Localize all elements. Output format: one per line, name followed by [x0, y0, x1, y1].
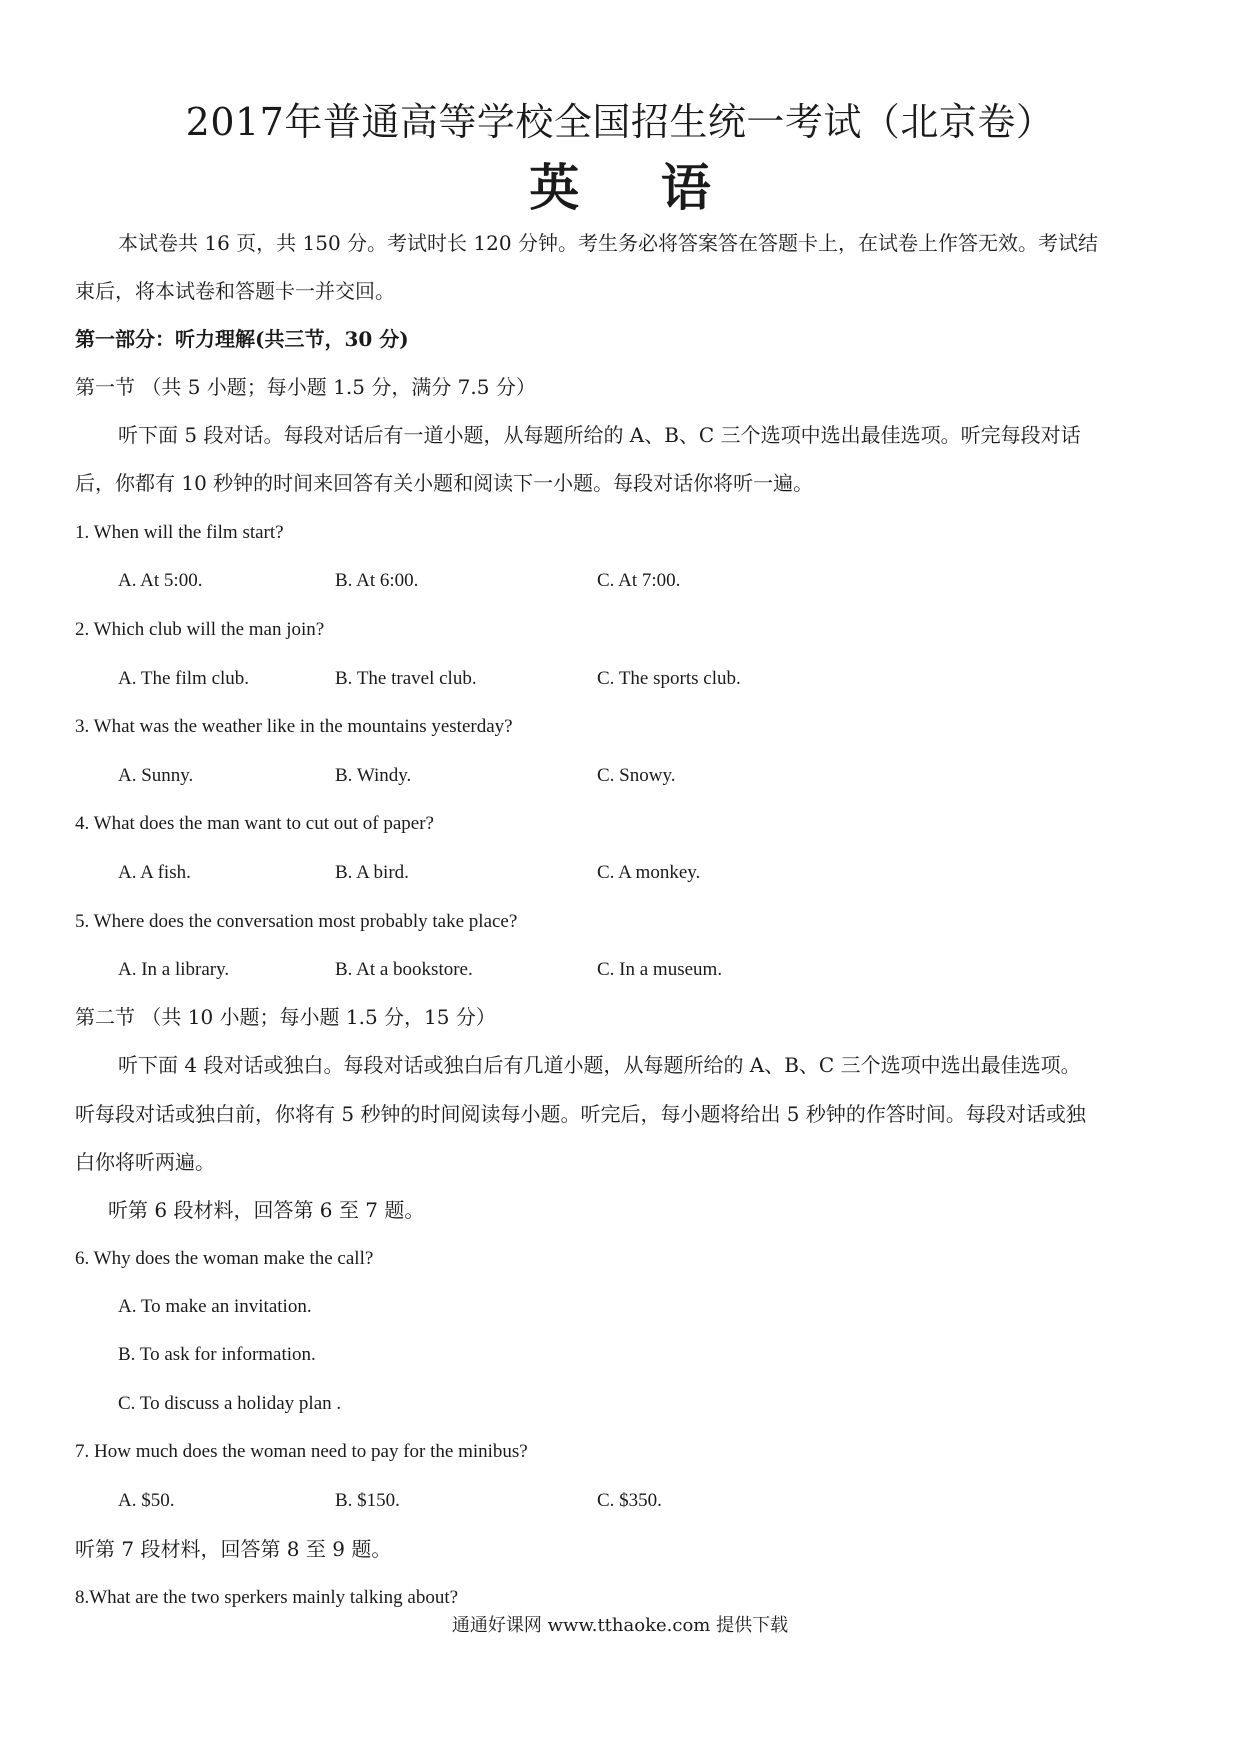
- question-6-option-c: C. To discuss a holiday plan .: [118, 1393, 342, 1414]
- question-3-option-a: A. Sunny.: [118, 765, 194, 786]
- question-4-option-c: C. A monkey.: [597, 862, 701, 883]
- exam-title: 2017年普通高等学校全国招生统一考试（北京卷）: [185, 100, 1055, 144]
- section1-heading: 第一节 （共 5 小题；每小题 1.5 分，满分 7.5 分）: [75, 375, 536, 399]
- question-4: 4. What does the man want to cut out of paper?: [75, 813, 434, 834]
- question-6: 6. Why does the woman make the call?: [75, 1248, 374, 1269]
- question-3: 3. What was the weather like in the mountains yesterday?: [75, 716, 513, 737]
- question-1-option-a: A. At 5:00.: [118, 570, 203, 591]
- section1-directions-line-1: 听下面 5 段对话。每段对话后有一道小题，从每题所给的 A、B、C 三个选项中选出最佳选项。听完每段对话: [118, 423, 1081, 447]
- question-5-option-a: A. In a library.: [118, 959, 230, 980]
- question-1: 1. When will the film start?: [75, 522, 284, 543]
- question-5-option-b: B. At a bookstore.: [335, 959, 473, 980]
- question-2-option-b: B. The travel club.: [335, 668, 477, 689]
- section2-heading: 第二节 （共 10 小题；每小题 1.5 分，15 分）: [75, 1005, 496, 1029]
- material-7-note: 听第 7 段材料，回答第 8 至 9 题。: [75, 1537, 392, 1561]
- material-6-note: 听第 6 段材料，回答第 6 至 7 题。: [108, 1198, 425, 1222]
- page-footer: 通通好课网 www.tthaoke.com 提供下载: [451, 1615, 789, 1636]
- question-1-option-c: C. At 7:00.: [597, 570, 681, 591]
- question-4-option-a: A. A fish.: [118, 862, 191, 883]
- question-5: 5. Where does the conversation most probably take place?: [75, 911, 518, 932]
- section2-directions-line-1: 听下面 4 段对话或独白。每段对话或独白后有几道小题，从每题所给的 A、B、C 三个选项中选出最佳选项。: [118, 1053, 1081, 1077]
- question-7-option-a: A. $50.: [118, 1490, 175, 1511]
- question-8: 8.What are the two sperkers mainly talking about?: [75, 1587, 459, 1608]
- section2-directions-line-3: 白你将听两遍。: [75, 1150, 215, 1174]
- question-7-option-b: B. $150.: [335, 1490, 400, 1511]
- question-1-option-b: B. At 6:00.: [335, 570, 419, 591]
- question-4-option-b: B. A bird.: [335, 862, 409, 883]
- part1-heading: 第一部分：听力理解(共三节，30 分): [75, 327, 409, 351]
- question-3-option-b: B. Windy.: [335, 765, 412, 786]
- question-6-option-a: A. To make an invitation.: [118, 1296, 312, 1317]
- question-6-option-b: B. To ask for information.: [118, 1344, 316, 1365]
- question-7-option-c: C. $350.: [597, 1490, 662, 1511]
- question-7: 7. How much does the woman need to pay for the minibus?: [75, 1441, 528, 1462]
- question-5-option-c: C. In a museum.: [597, 959, 723, 980]
- instructions-line-1: 本试卷共 16 页，共 150 分。考试时长 120 分钟。考生务必将答案答在答题卡上，在试卷上作答无效。考试结: [118, 231, 1098, 255]
- question-2-option-c: C. The sports club.: [597, 668, 741, 689]
- section2-directions-line-2: 听每段对话或独白前，你将有 5 秒钟的时间阅读每小题。听完后，每小题将给出 5 秒钟的作答时间。每段对话或独: [75, 1102, 1086, 1126]
- question-2: 2. Which club will the man join?: [75, 619, 325, 640]
- question-3-option-c: C. Snowy.: [597, 765, 676, 786]
- section1-directions-line-2: 后，你都有 10 秒钟的时间来回答有关小题和阅读下一小题。每段对话你将听一遍。: [75, 471, 814, 495]
- question-2-option-a: A. The film club.: [118, 668, 250, 689]
- instructions-line-2: 束后，将本试卷和答题卡一并交回。: [75, 279, 395, 303]
- subject-title: 英 语: [529, 159, 711, 217]
